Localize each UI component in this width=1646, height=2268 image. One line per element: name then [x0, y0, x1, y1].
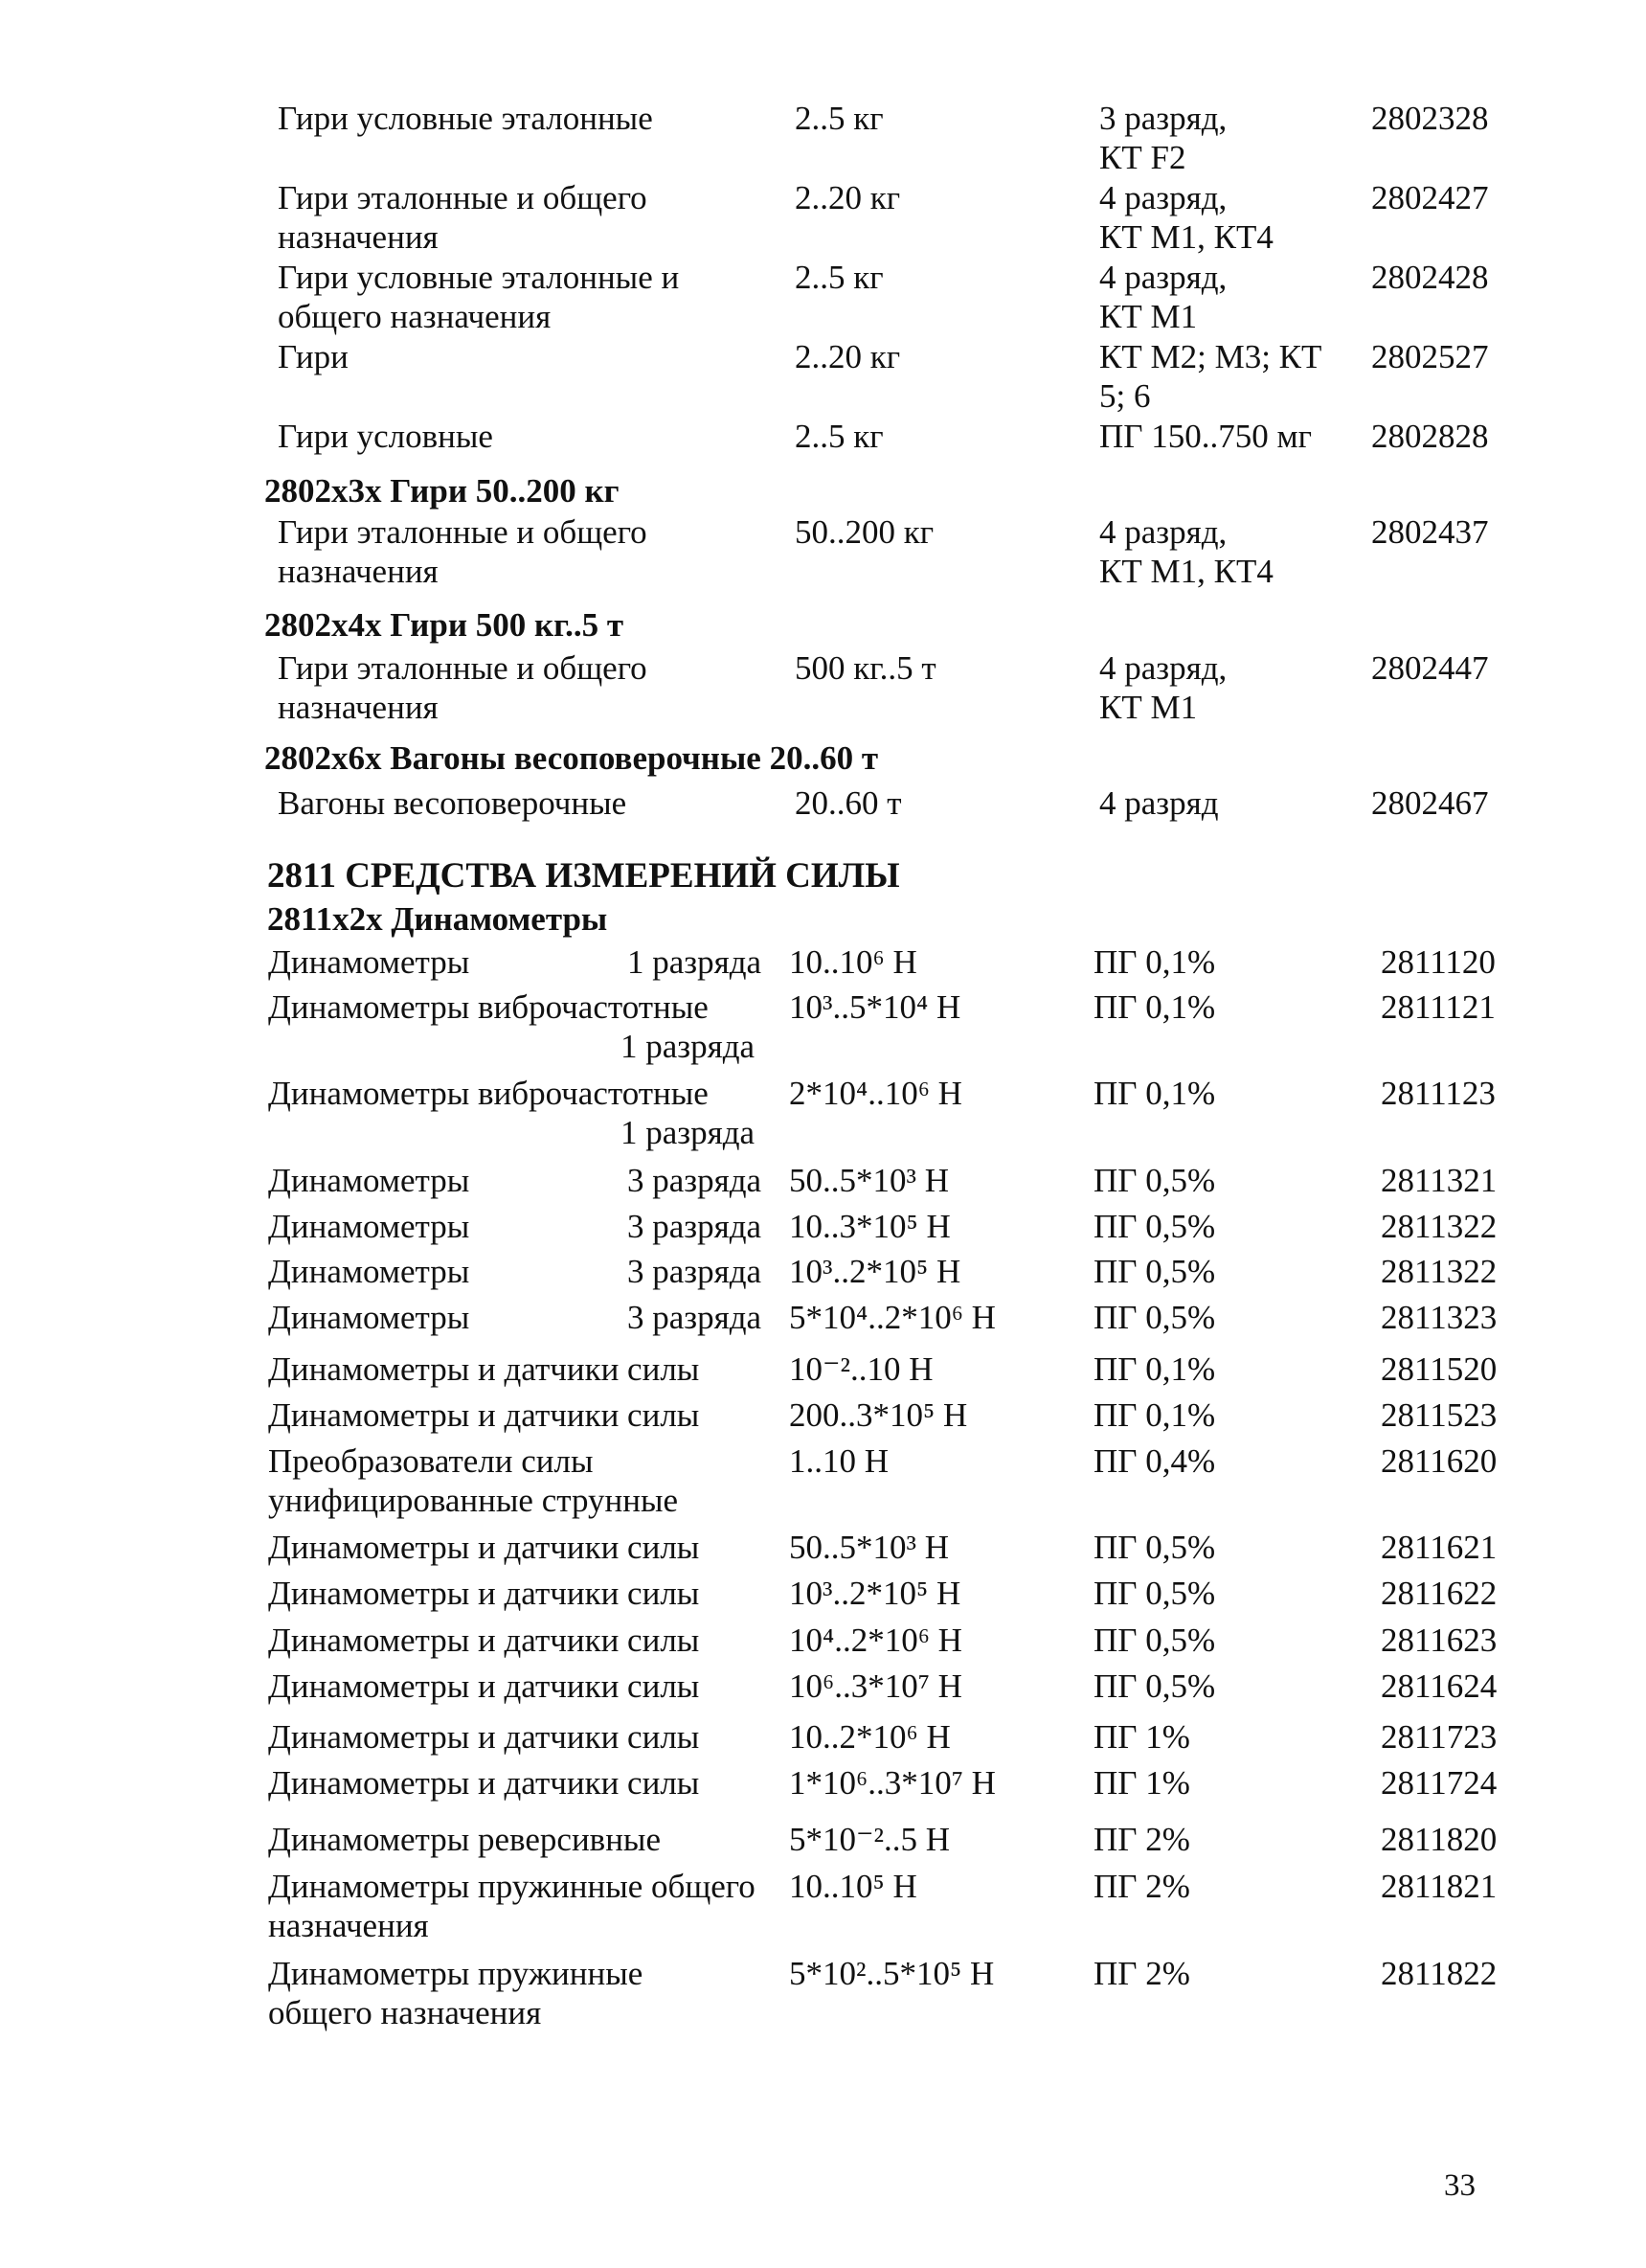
item-code: 2811624: [1381, 1667, 1498, 1705]
item-code: 2811323: [1381, 1299, 1498, 1336]
measurement-range: 50..200 кг: [795, 513, 935, 551]
measurement-range: 10..3*10⁵ Н: [789, 1208, 951, 1245]
accuracy-class: 4 разряд, КТ М1: [1099, 649, 1228, 726]
item-name: Гири эталонные и общего назначения: [278, 179, 647, 256]
accuracy-class: 4 разряд, КТ М1: [1099, 259, 1228, 335]
accuracy-limit: ПГ 2%: [1094, 1955, 1190, 1992]
measurement-range: 10³..2*10⁵ Н: [789, 1575, 961, 1612]
item-code: 2811821: [1381, 1868, 1498, 1905]
item-name: Динамометры и датчики силы: [268, 1529, 700, 1566]
accuracy-class: 4 разряд, КТ М1, КТ4: [1099, 179, 1274, 256]
measurement-range: 10³..5*10⁴ Н: [789, 988, 961, 1026]
accuracy-limit: ПГ 0,1%: [1094, 988, 1216, 1026]
measurement-range: 200..3*10⁵ Н: [789, 1396, 968, 1434]
item-grade: 1 разряда: [627, 943, 762, 981]
measurement-range: 10..10⁶ Н: [789, 943, 917, 981]
accuracy-limit: ПГ 0,5%: [1094, 1575, 1216, 1612]
measurement-range: 10⁴..2*10⁶ Н: [789, 1622, 962, 1659]
accuracy-limit: ПГ 2%: [1094, 1821, 1190, 1858]
group-heading: 2802х3х Гири 50..200 кг: [264, 472, 620, 510]
item-name: Динамометры: [268, 1299, 470, 1336]
measurement-range: 10³..2*10⁵ Н: [789, 1253, 961, 1290]
item-name: Динамометры виброчастотные 1 разряда: [268, 988, 755, 1065]
item-code: 2811123: [1381, 1075, 1496, 1112]
measurement-range: 10⁶..3*10⁷ Н: [789, 1667, 962, 1705]
accuracy-limit: ПГ 1%: [1094, 1718, 1190, 1756]
measurement-range: 5*10⁴..2*10⁶ Н: [789, 1299, 996, 1336]
item-grade: 3 разряда: [627, 1208, 762, 1245]
measurement-range: 1*10⁶..3*10⁷ Н: [789, 1764, 996, 1802]
group-heading: 2802х4х Гири 500 кг..5 т: [264, 606, 624, 644]
measurement-range: 10..2*10⁶ Н: [789, 1718, 951, 1756]
item-code: 2811121: [1381, 988, 1496, 1026]
item-name: Динамометры: [268, 1162, 470, 1199]
item-name: Динамометры: [268, 1208, 470, 1245]
item-name: Гири эталонные и общего назначения: [278, 649, 647, 726]
item-code: 2811620: [1381, 1442, 1498, 1480]
measurement-range: 10..10⁵ Н: [789, 1868, 917, 1905]
measurement-range: 2..5 кг: [795, 100, 884, 137]
accuracy-class: 3 разряд, КТ F2: [1099, 100, 1228, 176]
item-code: 2802527: [1371, 338, 1489, 375]
item-name: Гири условные эталонные: [278, 100, 653, 137]
item-code: 2811723: [1381, 1718, 1498, 1756]
accuracy-class: 4 разряд: [1099, 784, 1219, 822]
item-code: 2811523: [1381, 1396, 1498, 1434]
item-grade: 3 разряда: [627, 1162, 762, 1199]
item-name: Динамометры и датчики силы: [268, 1622, 700, 1659]
accuracy-limit: ПГ 0,5%: [1094, 1162, 1216, 1199]
item-name: Динамометры и датчики силы: [268, 1396, 700, 1434]
item-name: Динамометры и датчики силы: [268, 1575, 700, 1612]
item-code: 2802447: [1371, 649, 1489, 687]
item-code: 2811621: [1381, 1529, 1498, 1566]
accuracy-class: КТ М2; М3; КТ 5; 6: [1099, 338, 1322, 415]
item-code: 2802828: [1371, 418, 1489, 455]
page-number: 33: [1444, 2168, 1476, 2203]
item-name: Гири условные: [278, 418, 493, 455]
item-name: Преобразователи силы унифицированные струнные: [268, 1442, 678, 1519]
item-grade: 3 разряда: [627, 1253, 762, 1290]
accuracy-limit: ПГ 0,4%: [1094, 1442, 1216, 1480]
section-subtitle: 2811х2х Динамометры: [267, 900, 608, 938]
accuracy-limit: ПГ 0,5%: [1094, 1208, 1216, 1245]
item-grade: 3 разряда: [627, 1299, 762, 1336]
accuracy-limit: ПГ 0,1%: [1094, 1350, 1216, 1388]
item-code: 2811120: [1381, 943, 1496, 981]
item-code: 2811822: [1381, 1955, 1498, 1992]
measurement-range: 20..60 т: [795, 784, 902, 822]
item-code: 2811520: [1381, 1350, 1498, 1388]
group-heading: 2802х6х Вагоны весоповерочные 20..60 т: [264, 739, 879, 777]
item-name: Динамометры и датчики силы: [268, 1667, 700, 1705]
item-code: 2811322: [1381, 1253, 1498, 1290]
item-name: Динамометры и датчики силы: [268, 1718, 700, 1756]
item-name: Гири условные эталонные и общего назначения: [278, 259, 680, 335]
item-name: Динамометры: [268, 943, 470, 981]
accuracy-limit: ПГ 2%: [1094, 1868, 1190, 1905]
accuracy-limit: ПГ 0,5%: [1094, 1529, 1216, 1566]
item-code: 2811820: [1381, 1821, 1498, 1858]
item-code: 2811622: [1381, 1575, 1498, 1612]
item-code: 2802437: [1371, 513, 1489, 551]
item-code: 2811321: [1381, 1162, 1498, 1199]
section-title: 2811 СРЕДСТВА ИЗМЕРЕНИЙ СИЛЫ: [267, 856, 900, 896]
item-name: Гири эталонные и общего назначения: [278, 513, 647, 590]
item-code: 2811724: [1381, 1764, 1498, 1802]
item-name: Динамометры и датчики силы: [268, 1350, 700, 1388]
accuracy-limit: ПГ 1%: [1094, 1764, 1190, 1802]
measurement-range: 10⁻²..10 Н: [789, 1350, 934, 1388]
measurement-range: 2..5 кг: [795, 418, 884, 455]
item-code: 2802328: [1371, 100, 1489, 137]
accuracy-limit: ПГ 0,5%: [1094, 1299, 1216, 1336]
item-name: Динамометры пружинные общего назначения: [268, 1955, 643, 2031]
accuracy-limit: ПГ 0,5%: [1094, 1622, 1216, 1659]
accuracy-limit: ПГ 0,5%: [1094, 1667, 1216, 1705]
accuracy-limit: ПГ 0,1%: [1094, 1075, 1216, 1112]
measurement-range: 1..10 Н: [789, 1442, 890, 1480]
measurement-range: 2..20 кг: [795, 179, 901, 216]
measurement-range: 2..5 кг: [795, 259, 884, 296]
item-name: Динамометры пружинные общего назначения: [268, 1868, 755, 1944]
item-name: Динамометры и датчики силы: [268, 1764, 700, 1802]
item-code: 2802427: [1371, 179, 1489, 216]
measurement-range: 500 кг..5 т: [795, 649, 936, 687]
item-name: Динамометры: [268, 1253, 470, 1290]
measurement-range: 5*10²..5*10⁵ Н: [789, 1955, 995, 1992]
accuracy-class: 4 разряд, КТ М1, КТ4: [1099, 513, 1274, 590]
item-code: 2802428: [1371, 259, 1489, 296]
accuracy-limit: ПГ 0,1%: [1094, 943, 1216, 981]
item-name: Гири: [278, 338, 349, 375]
item-name: Динамометры виброчастотные 1 разряда: [268, 1075, 755, 1151]
item-code: 2811623: [1381, 1622, 1498, 1659]
item-code: 2802467: [1371, 784, 1489, 822]
item-name: Динамометры реверсивные: [268, 1821, 661, 1858]
measurement-range: 50..5*10³ Н: [789, 1162, 950, 1199]
accuracy-limit: ПГ 0,1%: [1094, 1396, 1216, 1434]
measurement-range: 50..5*10³ Н: [789, 1529, 950, 1566]
accuracy-limit: ПГ 0,5%: [1094, 1253, 1216, 1290]
measurement-range: 2..20 кг: [795, 338, 901, 375]
item-name: Вагоны весоповерочные: [278, 784, 627, 822]
item-code: 2811322: [1381, 1208, 1498, 1245]
measurement-range: 5*10⁻²..5 Н: [789, 1821, 950, 1858]
measurement-range: 2*10⁴..10⁶ Н: [789, 1075, 962, 1112]
accuracy-class: ПГ 150..750 мг: [1099, 418, 1313, 455]
